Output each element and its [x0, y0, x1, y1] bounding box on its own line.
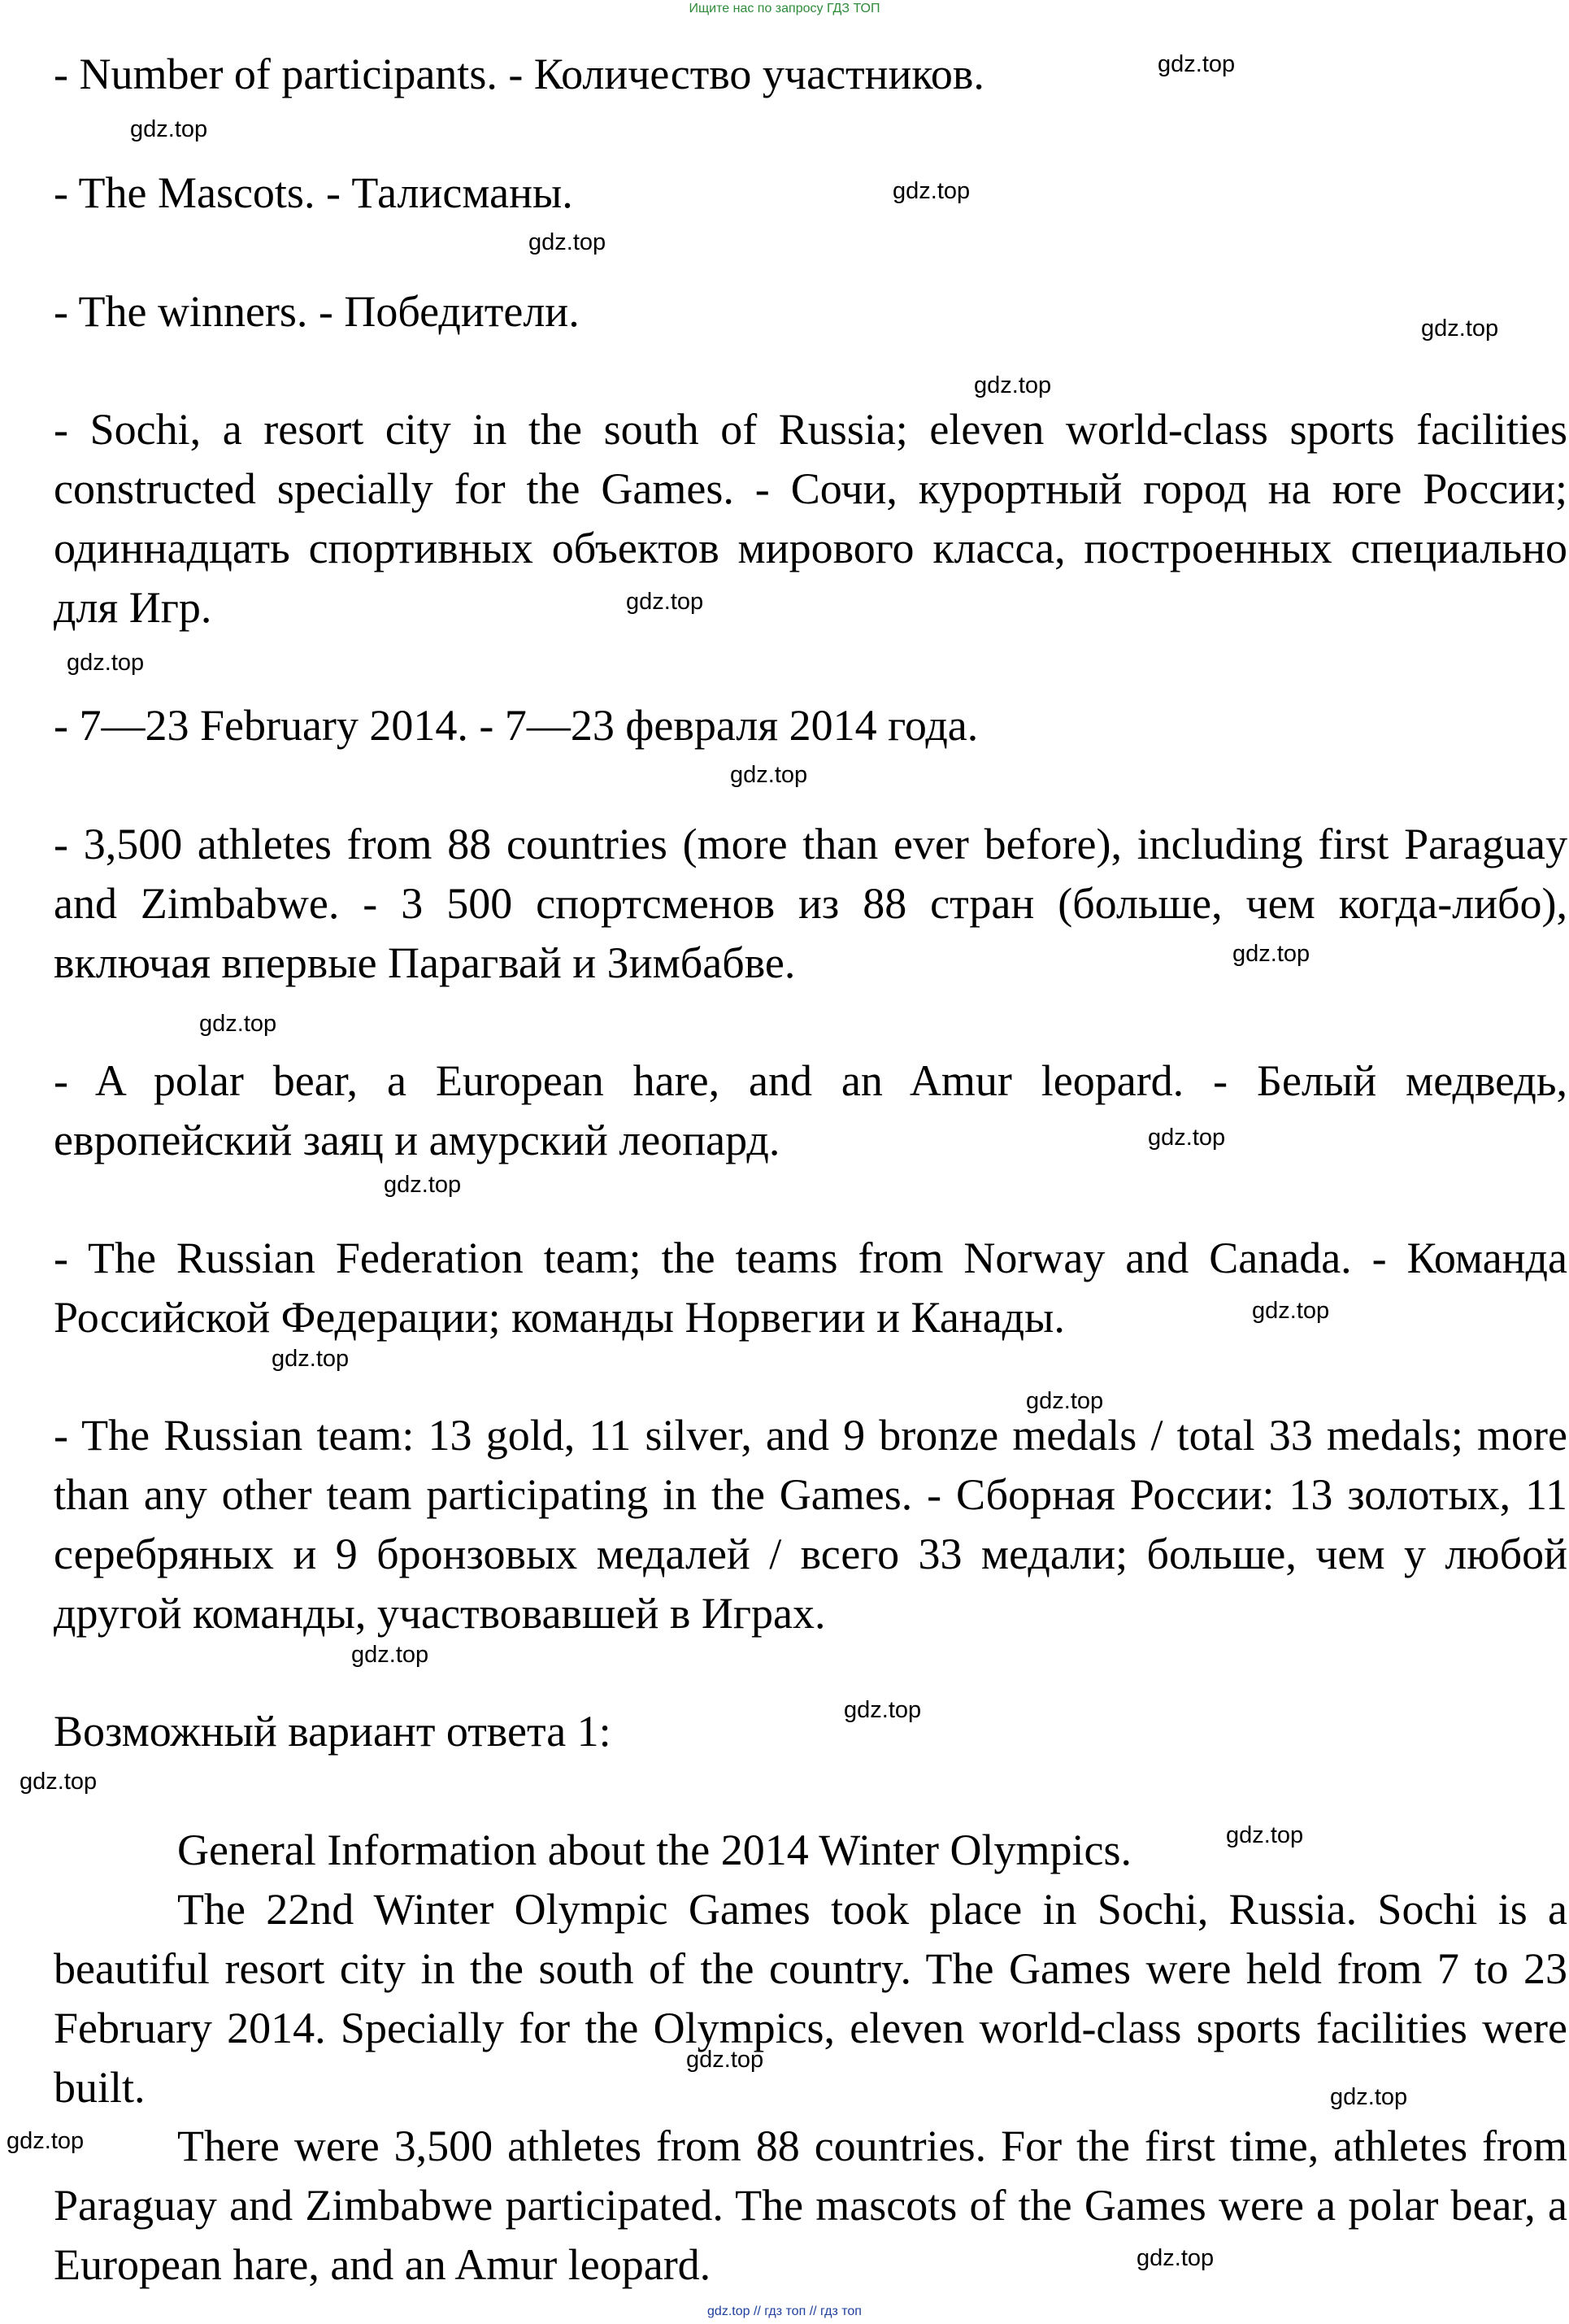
- paragraph-participants: - Number of participants. - Количество участников.: [54, 50, 984, 98]
- watermark: gdz.top: [1421, 316, 1499, 342]
- watermark: gdz.top: [130, 116, 208, 142]
- watermark: gdz.top: [1330, 2084, 1408, 2110]
- watermark: gdz.top: [1226, 1822, 1304, 1848]
- watermark: gdz.top: [199, 1011, 277, 1037]
- watermark: gdz.top: [7, 2128, 85, 2154]
- answer-heading: Возможный вариант ответа 1:: [54, 1707, 611, 1756]
- watermark: gdz.top: [1026, 1388, 1104, 1414]
- watermark: gdz.top: [1158, 51, 1236, 77]
- watermark: gdz.top: [686, 2047, 764, 2073]
- bottom-banner: gdz.top // гдз топ // гдз топ: [707, 2304, 862, 2318]
- watermark: gdz.top: [20, 1769, 98, 1795]
- watermark: gdz.top: [67, 650, 145, 676]
- answer-paragraph-2: There were 3,500 athletes from 88 countries. For the first time, athletes from Paraguay and Zimbabwe participated. The mascots of the Games were a polar bear, a European hare, and an Amur leopard.: [54, 2122, 1567, 2289]
- paragraph-teams: - The Russian Federation team; the teams from Norway and Canada. - Команда Российской Федерации; команды Норвегии и Канады.: [54, 1234, 1567, 1342]
- paragraph-dates: - 7—23 February 2014. - 7—23 февраля 2014 года.: [54, 701, 979, 750]
- watermark: gdz.top: [844, 1697, 922, 1723]
- watermark: gdz.top: [351, 1642, 429, 1668]
- watermark: gdz.top: [1232, 941, 1310, 967]
- answer-paragraph-1: The 22nd Winter Olympic Games took place in Sochi, Russia. Sochi is a beautiful resort city in the south of the country. The Games were held from 7 to 23 February 2014. Specially for the Olympics, eleven world-class sports facilities were built.: [54, 1885, 1567, 2112]
- paragraph-winners: - The winners. - Победители.: [54, 287, 580, 336]
- paragraph-medals: - The Russian team: 13 gold, 11 silver, and 9 bronze medals / total 33 medals; more than any other team participating in the Games. - Сборная России: 13 золотых, 11 серебряных и 9 бронзовых медалей / всего 33 медали; больше, чем у любой другой команды, участвовавшей в Играх.: [54, 1411, 1567, 1638]
- watermark: gdz.top: [1137, 2245, 1215, 2271]
- watermark: gdz.top: [528, 229, 606, 255]
- watermark: gdz.top: [626, 589, 704, 615]
- watermark: gdz.top: [1148, 1125, 1226, 1151]
- watermark: gdz.top: [893, 178, 971, 204]
- paragraph-mascot-animals: - A polar bear, a European hare, and an Amur leopard. - Белый медведь, европейский заяц и амурский леопард.: [54, 1056, 1567, 1164]
- answer-title: General Information about the 2014 Winter Olympics.: [177, 1826, 1132, 1874]
- watermark: gdz.top: [384, 1172, 462, 1198]
- watermark: gdz.top: [1252, 1298, 1330, 1324]
- watermark: gdz.top: [974, 372, 1052, 398]
- paragraph-athletes: - 3,500 athletes from 88 countries (more than ever before), including first Paraguay and Zimbabwe. - 3 500 спортсменов из 88 стран (больше, чем когда-либо), включая впервые Парагвай и Зимбабве.: [54, 820, 1567, 987]
- paragraph-mascots: - The Mascots. - Талисманы.: [54, 168, 573, 217]
- watermark: gdz.top: [272, 1346, 350, 1372]
- watermark: gdz.top: [730, 762, 808, 788]
- paragraph-sochi: - Sochi, a resort city in the south of Russia; eleven world-class sports facilities constructed specially for the Games. - Сочи, курортный город на юге России; одиннадцать спортивных объектов мирового класса, построенных специально для Игр.: [54, 405, 1567, 632]
- top-banner: Ищите нас по запросу ГДЗ ТОП: [689, 2, 880, 15]
